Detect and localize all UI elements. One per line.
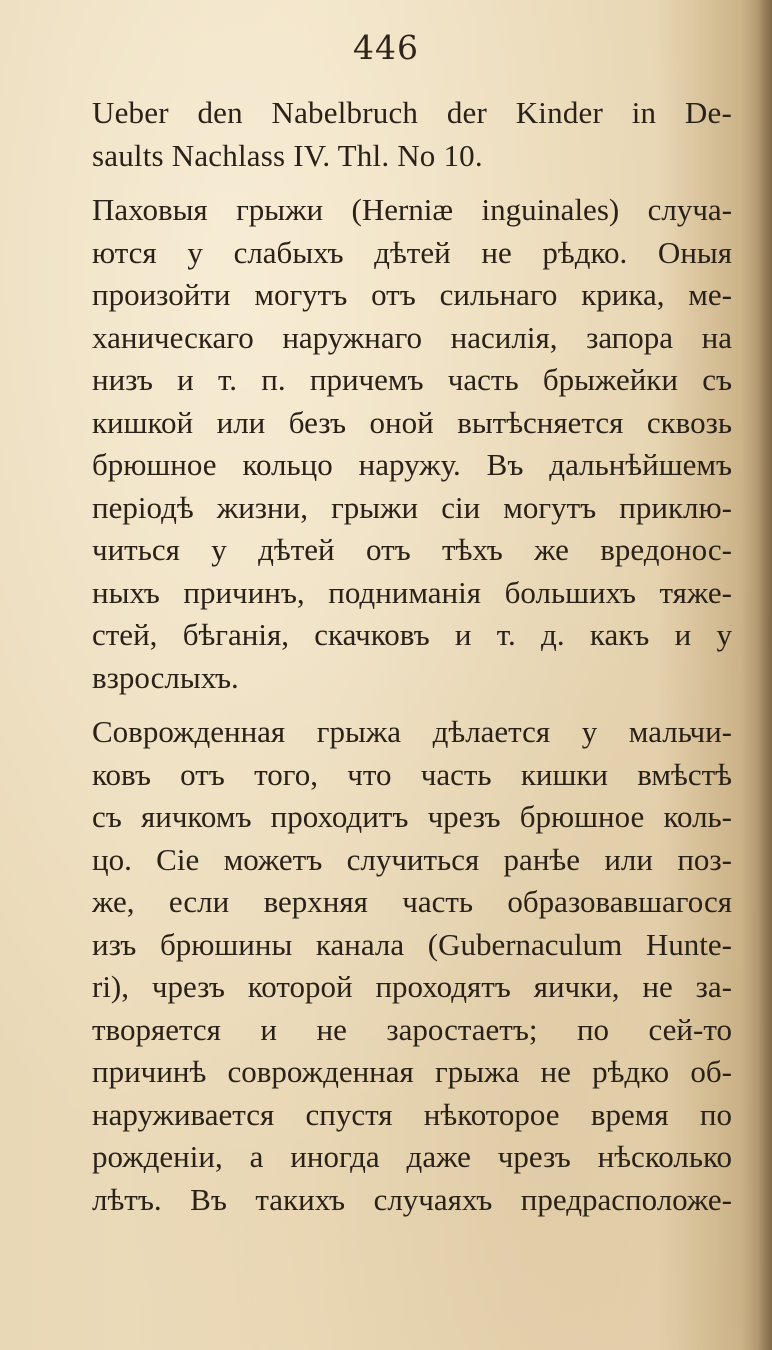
text-line: изъ брюшины канала (Gubernaculum Hunte- [92,926,732,962]
text-line: стей, бѣганія, скачковъ и т. д. какъ и у [92,617,732,652]
text-line: Паховыя грыжи (Herniæ inguinales) случа- [92,192,732,227]
text-line: періодѣ жизни, грыжи сіи могутъ приклю- [92,489,732,525]
text-line: причинѣ соврожденная грыжа не рѣдко об- [92,1054,732,1089]
paragraph-reference [92,92,732,177]
text-line: Ueber den Nabelbruch der Kinder in De- [92,95,732,130]
page-number: 446 [353,28,419,67]
text-line: наруживается спустя нѣкоторое время по [92,1096,732,1132]
text-line: творяется и не заростаетъ; по сей-то [92,1011,732,1047]
text-line: лѣтъ. Въ такихъ случаяхъ предрасположе- [92,1181,732,1217]
text-line: ныхъ причинъ, подниманія большихъ тяже- [92,574,732,610]
text-line: ri), чрезъ которой проходятъ яички, не за- [92,969,732,1004]
text-line: цо. Сіе можетъ случиться ранѣе или поз- [92,841,732,877]
text-line: низъ и т. п. причемъ часть брыжейки съ [92,362,732,397]
paragraph-inguinal-hernia [92,189,732,699]
text-line: же, если верхняя часть образовавшагося [92,884,732,919]
text-line: saults Nachlass IV. Thl. No 10. [92,137,483,173]
text-line: ханическаго наружнаго насилія, запора на [92,319,732,355]
text-line: рожденіи, а иногда даже чрезъ нѣсколько [92,1139,732,1174]
text-line: ются у слабыхъ дѣтей не рѣдко. Оныя [92,234,732,270]
text-line: ковъ отъ того, что часть кишки вмѣстѣ [92,756,732,792]
text-line: брюшное кольцо наружу. Въ дальнѣйшемъ [92,447,732,482]
page-edge-shadow [758,0,772,1350]
text-line: Соврожденная грыжа дѣлается у мальчи- [92,714,732,749]
text-line: взрослыхъ. [92,659,239,695]
text-line: съ яичкомъ проходитъ чрезъ брюшное коль- [92,799,732,834]
text-line: произойти могутъ отъ сильнаго крика, ме- [92,277,732,312]
paragraph-congenital-hernia [92,711,732,1221]
text-line: кишкой или безъ оной вытѣсняется сквозь [92,404,732,440]
body-text [92,92,732,1233]
text-line: читься у дѣтей отъ тѣхъ же вредонос- [92,532,732,567]
